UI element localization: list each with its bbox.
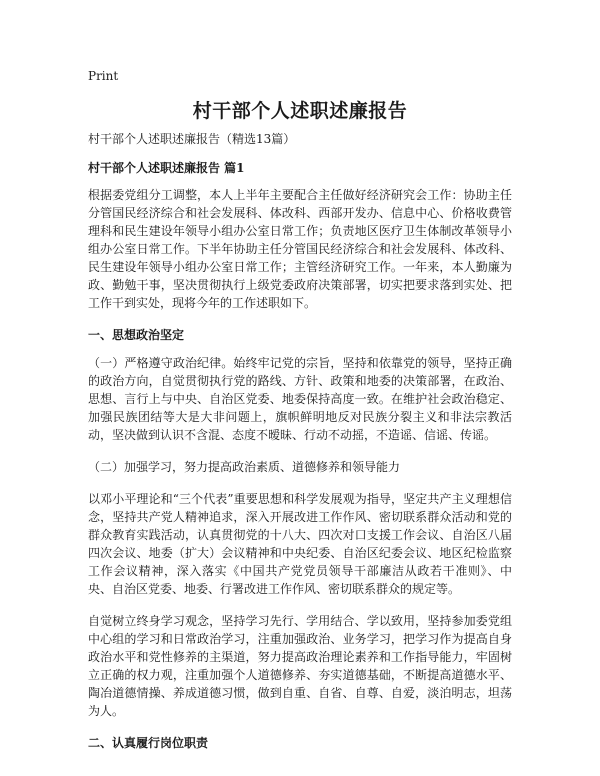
document-subtitle: 村干部个人述职述廉报告（精选13篇） — [88, 132, 296, 146]
heading-duties: 二、认真履行岗位职责 — [88, 736, 209, 750]
print-label: Print — [88, 69, 119, 83]
heading-political: 一、思想政治坚定 — [88, 328, 185, 342]
page-title: 村干部个人述职述廉报告 — [192, 100, 408, 122]
paragraph-study-heading: （二）加强学习，努力提高政治素质、道德修养和领导能力 — [88, 460, 401, 474]
paragraph-lifelong-learning: 自觉树立终身学习观念，坚持学习先行、学用结合、学以致用，坚持参加委党组中心组的学习和日常政治学习，注重加强政治、业务学习，把学习作为提高自身政治水平和党性修养的主渠道，努力提高政治理论素养和工作指导能力，牢固树立正确的权力观，注重加强个人道德修养、夯实道德基础，不断提高道德水平、陶冶道德情操、养成道德习惯，做到自重、自省、自尊、自爱，淡泊明志，坦荡为人。 — [88, 614, 512, 718]
document-body — [88, 130, 512, 762]
paragraph-discipline: （一）严格遵守政治纪律。始终牢记党的宗旨，坚持和依靠党的领导，坚持正确的政治方向，自觉贯彻执行党的路线、方针、政策和地委的决策部署，在政治、思想、言行上与中央、自治区党委、地委保持高度一致。在维护社会政治稳定、加强民族团结等大是大非问题上，旗帜鲜明地反对民族分裂主义和非法宗教活动，坚决做到认识不含混、态度不暧昧、行动不动摇，不造谣、信谣、传谣。 — [88, 356, 512, 442]
section-heading: 村干部个人述职述廉报告 篇1 — [88, 161, 245, 175]
paragraph-theory: 以邓小平理论和“三个代表”重要思想和科学发展观为指导，坚定共产主义理想信念，坚持共产党人精神追求，深入开展改进工作作风、密切联系群众活动和党的群众教育实践活动，认真贯彻党的十八大、四次对口支援工作会议、自治区八届四次会议、地委（扩大）会议精神和中央纪委、自治区纪委会议、地区纪检监察工作会议精神，深入落实《中国共产党党员领导干部廉洁从政若干准则》、中央、自治区党委、地委、行署改进工作作风、密切联系群众的规定等。 — [88, 492, 512, 596]
paragraph-intro: 根据委党组分工调整，本人上半年主要配合主任做好经济研究会工作：协助主任分管国民经济综合和社会发展科、体改科、西部开发办、信息中心、价格收费管理科和民生建设年领导小组办公室日常工作；负责地区医疗卫生体制改革领导小组办公室日常工作。下半年协助主任分管国民经济综合和社会发展科、体改科、民生建设年领导小组办公室日常工作；主管经济研究工作。一年来，本人勤廉为政、勤勉干事，坚决贯彻执行上级党委政府决策部署，切实把要求落到实处、把工作干到实处，现将今年的工作述职如下。 — [88, 188, 512, 310]
